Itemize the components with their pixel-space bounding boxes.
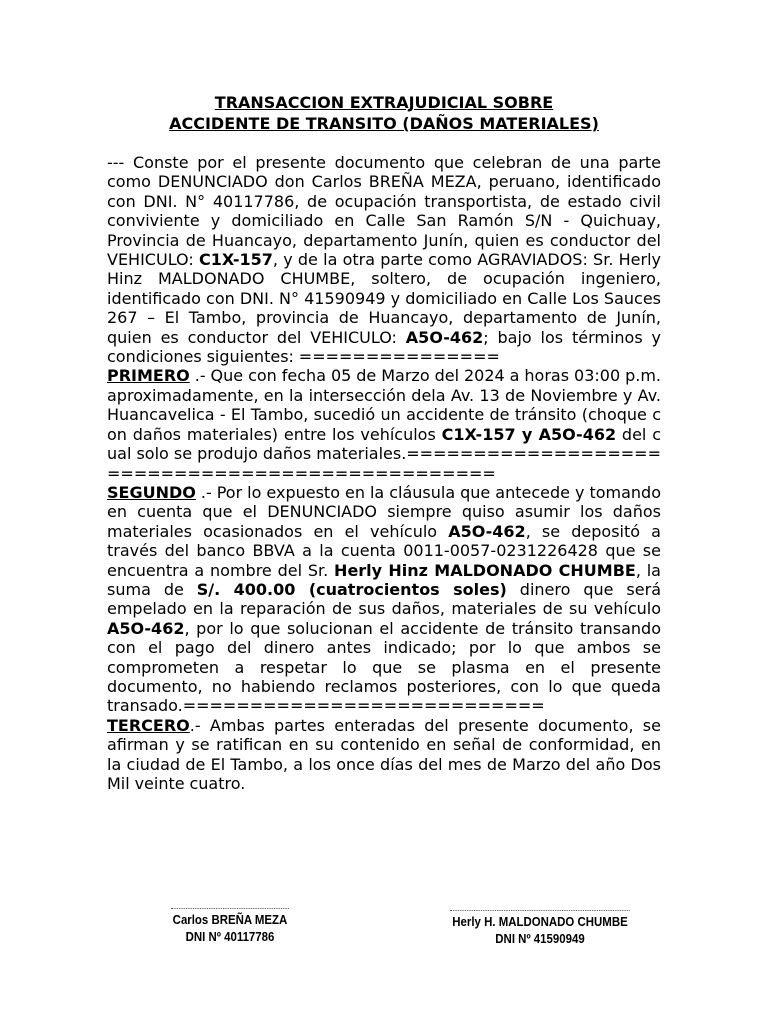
clause-heading-tercero: TERCERO <box>107 715 190 735</box>
clause-heading-segundo: SEGUNDO <box>107 482 196 502</box>
segundo-text-1: .- Por lo expuesto en la cláusula que antecede y tomando en cuenta que el DENUNCIADO siempre quiso asumir los daños materiales ocasionados en el vehículo <box>107 482 661 541</box>
signature-block-denunciado <box>171 908 289 945</box>
intro-text-1: --- Conste por el presente documento que celebran de una parte como DENUNCIADO don Carlos BREÑA MEZA, peruano, identificado con DNI. N° 40117786, de ocupación transportista, de estado civil conviviente y domiciliado en Calle San Ramón S/N - Quichuay, Provincia de Huancayo, departamento Junín, quien es conductor del VEHICULO: <box>107 153 661 270</box>
tercero-text-1: .- Ambas partes enteradas del presente documento, se afirman y se ratifican en su contenido en señal de conformidad, en la ciudad de El Tambo, a los once días del mes de Marzo del año Dos Mil veinte cuatro. <box>107 715 661 793</box>
vehicle-plate-c1x: C1X-157 <box>198 250 273 270</box>
segundo-plate-2: A5O-462 <box>107 618 185 638</box>
clause-primero <box>107 366 661 482</box>
segundo-beneficiary: Herly Hinz MALDONADO CHUMBE <box>334 560 636 580</box>
segundo-text-5: , por lo que solucionan el accidente de tránsito transando con el pago del dinero antes indicado; por lo que ambos se comprometen a respetar lo que se plasma en el presente documento, no habiendo reclamos posteriores, con lo que queda transado.=========================== <box>107 618 661 716</box>
signatory-dni: DNI Nº 40117786 <box>185 929 275 944</box>
segundo-text-4: dinero que será empelado en la reparación de sus daños, materiales de su vehículo <box>107 579 661 619</box>
intro-paragraph <box>107 153 661 366</box>
segundo-amount: S/. 400.00 (cuatrocientos soles) <box>196 579 507 599</box>
vehicle-plate-a5o: A5O-462 <box>405 327 484 347</box>
signature-line <box>171 908 289 909</box>
segundo-text-3: , la suma de <box>107 560 661 599</box>
primero-text-2: del cual solo se produjo daños materiales.================================================ <box>107 424 661 483</box>
clause-heading-primero: PRIMERO <box>107 366 190 386</box>
clause-segundo <box>107 483 661 716</box>
signatory-dni: DNI Nº 41590949 <box>495 931 585 946</box>
segundo-plate-1: A5O-462 <box>448 521 526 541</box>
intro-text-3: ; bajo los términos y condiciones siguientes: =============== <box>107 327 661 367</box>
document-body <box>107 153 661 793</box>
signature-line <box>450 910 630 911</box>
signature-block-agraviado <box>450 910 630 947</box>
signatory-name: Herly H. MALDONADO CHUMBE <box>452 914 628 929</box>
signatory-name: Carlos BREÑA MEZA <box>172 912 288 927</box>
intro-text-2: , y de la otra parte como AGRAVIADOS: Sr. Herly Hinz MALDONADO CHUMBE, soltero, de ocupación ingeniero, identificado con DNI. N° 41590949 y domiciliado en Calle Los Sauces 267 – El Tambo, provincia de Huancayo, departamento de Junín, quien es conductor del VEHICULO: <box>107 250 661 347</box>
clause-tercero <box>107 716 661 794</box>
document-title-line1: TRANSACCION EXTRAJUDICIAL SOBRE <box>214 93 554 112</box>
primero-text-1: .- Que con fecha 05 de Marzo del 2024 a horas 03:00 p.m. aproximadamente, en la intersección dela Av. 13 de Noviembre y Av. Huancavelica - El Tambo, sucedió un accidente de tránsito (choque con daños materiales) entre los vehículos <box>107 366 661 444</box>
document-title-line2: ACCIDENTE DE TRANSITO (DAÑOS MATERIALES) <box>169 114 599 133</box>
primero-vehicles: C1X-157 y A5O-462 <box>441 424 617 444</box>
segundo-text-2: , se depositó a través del banco BBVA a la cuenta 0011-0057-0231226428 que se encuentra a nombre del Sr. <box>107 521 661 580</box>
